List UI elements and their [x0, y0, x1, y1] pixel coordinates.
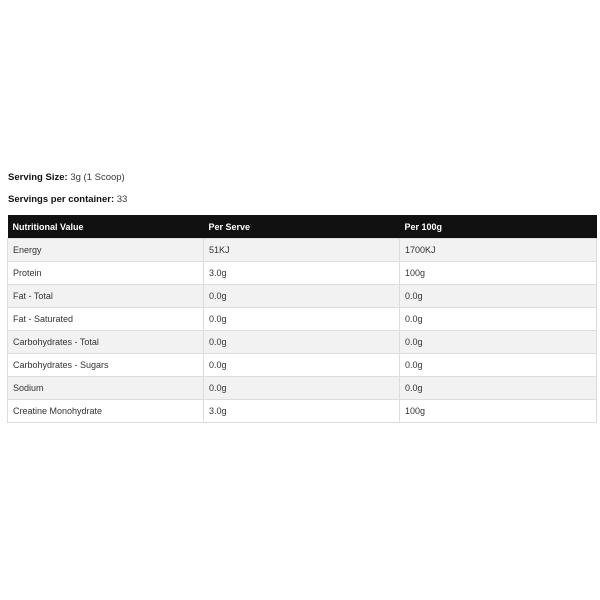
- servings-per-container: [8, 194, 127, 206]
- per-serve-value: 0.0g: [204, 377, 400, 400]
- per-100g-value: 1700KJ: [400, 239, 597, 262]
- per-serve-value: 0.0g: [204, 331, 400, 354]
- per-100g-value: 100g: [400, 262, 597, 285]
- table-row: [8, 239, 597, 262]
- table-row: [8, 400, 597, 423]
- per-serve-value: 0.0g: [204, 354, 400, 377]
- table-header-row: [8, 215, 597, 239]
- per-100g-value: 0.0g: [400, 377, 597, 400]
- per-serve-value: 0.0g: [204, 285, 400, 308]
- nutrient-name: Fat - Saturated: [8, 308, 204, 331]
- per-100g-value: 0.0g: [400, 308, 597, 331]
- table-row: [8, 331, 597, 354]
- nutrition-table: [7, 215, 597, 423]
- table-row: [8, 377, 597, 400]
- nutrient-name: Creatine Monohydrate: [8, 400, 204, 423]
- servings-per-container-label: Servings per container:: [8, 194, 115, 205]
- header-per-serve: Per Serve: [204, 215, 400, 239]
- header-nutritional-value: Nutritional Value: [8, 215, 204, 239]
- table-row: [8, 308, 597, 331]
- nutrient-name: Sodium: [8, 377, 204, 400]
- nutrient-name: Protein: [8, 262, 204, 285]
- table-row: [8, 262, 597, 285]
- nutrient-name: Carbohydrates - Total: [8, 331, 204, 354]
- table-row: [8, 285, 597, 308]
- per-100g-value: 0.0g: [400, 331, 597, 354]
- servings-per-container-value: 33: [116, 194, 128, 205]
- nutrient-name: Fat - Total: [8, 285, 204, 308]
- per-100g-value: 100g: [400, 400, 597, 423]
- per-serve-value: 0.0g: [204, 308, 400, 331]
- serving-size-value: 3g (1 Scoop): [70, 172, 125, 183]
- header-per-100g: Per 100g: [400, 215, 597, 239]
- per-serve-value: 3.0g: [204, 400, 400, 423]
- serving-size: [8, 172, 125, 184]
- nutrient-name: Carbohydrates - Sugars: [8, 354, 204, 377]
- per-serve-value: 3.0g: [204, 262, 400, 285]
- serving-size-label: Serving Size:: [8, 172, 68, 183]
- table-row: [8, 354, 597, 377]
- per-100g-value: 0.0g: [400, 285, 597, 308]
- per-100g-value: 0.0g: [400, 354, 597, 377]
- per-serve-value: 51KJ: [204, 239, 400, 262]
- nutrient-name: Energy: [8, 239, 204, 262]
